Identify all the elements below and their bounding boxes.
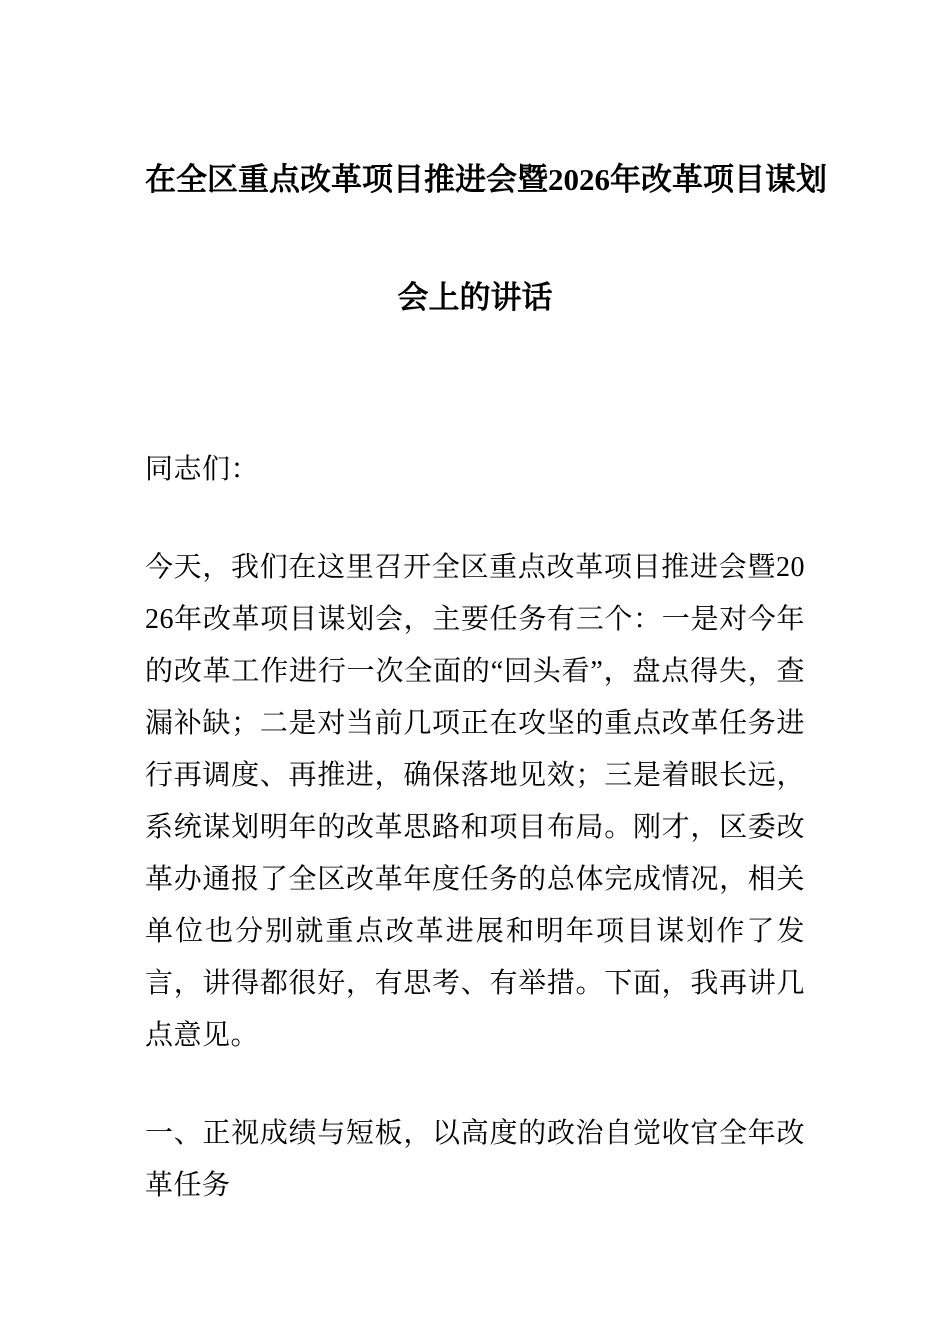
document-title: [145, 160, 827, 318]
document-body: [145, 444, 805, 1212]
document-title-line-1: 在全区重点改革项目推进会暨2026年改革项目谋划: [145, 162, 827, 197]
document-title-line-2: 会上的讲话: [397, 280, 553, 315]
body-paragraph: 今天，我们在这里召开全区重点改革项目推进会暨2026年改革项目谋划会，主要任务有三个：一是对今年的改革工作进行一次全面的“回头看”，盘点得失，查漏补缺；二是对当前几项正在攻坚的重点改革任务进行再调度、再推进，确保落地见效；三是着眼长远，系统谋划明年的改革思路和项目布局。刚才，区委改革办通报了全区改革年度任务的总体完成情况，相关单位也分别就重点改革进展和明年项目谋划作了发言，讲得都很好，有思考、有举措。下面，我再讲几点意见。: [145, 552, 805, 1051]
section-heading-1: 一、正视成绩与短板，以高度的政治自觉收官全年改革任务: [145, 1118, 805, 1201]
salutation-paragraph: 同志们：: [145, 454, 260, 485]
